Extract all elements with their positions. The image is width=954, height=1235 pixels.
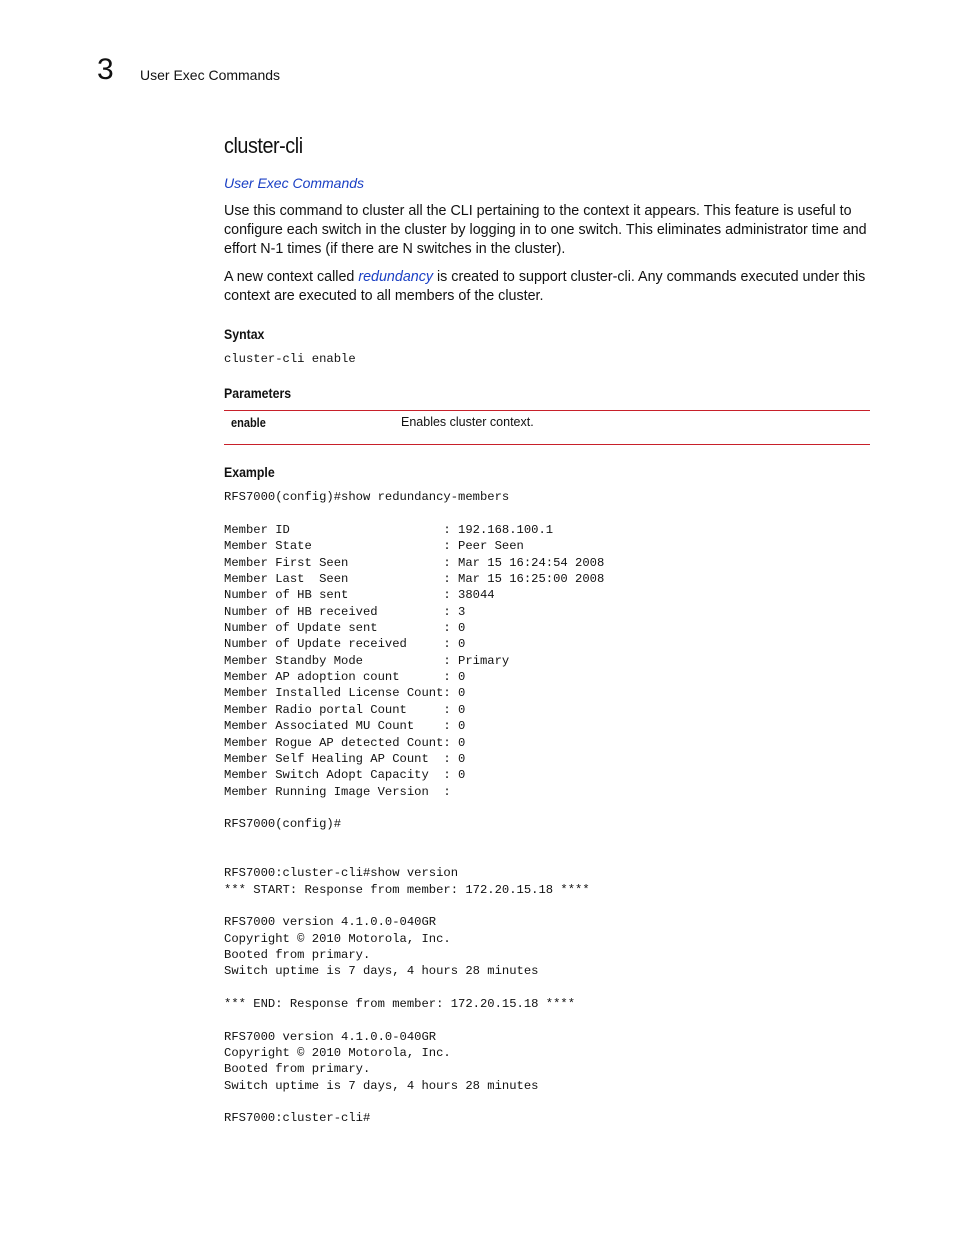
code-line: RFS7000(config)# (224, 817, 342, 832)
syntax-heading: Syntax (224, 326, 265, 342)
syntax-code: cluster-cli enable (224, 352, 356, 366)
parameter-name: enable (231, 416, 266, 431)
code-line: RFS7000(config)#show redundancy-members (224, 490, 510, 505)
code-line (224, 849, 870, 865)
code-line: Switch uptime is 7 days, 4 hours 28 minutes (224, 964, 539, 979)
code-line: Copyright © 2010 Motorola, Inc. (224, 931, 451, 946)
code-line: *** START: Response from member: 172.20.15.18 **** (224, 882, 590, 897)
parameter-description: Enables cluster context. (401, 415, 534, 430)
context-paragraph (224, 268, 870, 306)
example-heading: Example (224, 464, 275, 481)
description-paragraph: Use this command to cluster all the CLI pertaining to the context it appears. This feature is useful to configure each switch in the cluster by logging in to one switch. This eliminates administrator time and effort N-1 times (if there are N switches in the cluster). (224, 203, 867, 257)
parameter-name-cell (224, 411, 401, 445)
parameters-table (224, 410, 870, 445)
code-line: RFS7000:cluster-cli# (224, 1111, 371, 1126)
code-line: Switch uptime is 7 days, 4 hours 28 minutes (224, 1078, 539, 1093)
paragraph-text-start: A new context called (224, 269, 359, 285)
code-line (224, 833, 870, 849)
code-line: Booted from primary. (224, 947, 371, 962)
crossref-link[interactable]: User Exec Commands (224, 175, 365, 191)
chapter-number: 3 (97, 53, 114, 86)
code-line: Member ID : 192.168.100.1 (224, 523, 554, 538)
code-line: Copyright © 2010 Motorola, Inc. (224, 1046, 451, 1061)
redundancy-link[interactable]: redundancy (358, 269, 434, 285)
code-line: Number of HB sent : 38044 (224, 588, 495, 603)
code-line: Member State : Peer Seen (224, 539, 524, 554)
parameters-heading: Parameters (224, 385, 292, 402)
code-line: Member Switch Adopt Capacity : 0 (224, 768, 466, 783)
code-line: Member Installed License Count: 0 (224, 686, 466, 701)
code-line (224, 1094, 870, 1110)
code-line: Member Standby Mode : Primary (224, 653, 510, 668)
code-line (224, 800, 870, 816)
code-line: Member First Seen : Mar 15 16:24:54 2008 (224, 555, 605, 570)
code-line: Member Running Image Version : (224, 784, 451, 799)
chapter-title: User Exec Commands (140, 67, 281, 83)
page-title: cluster-cli (224, 133, 303, 158)
code-line: Number of Update sent : 0 (224, 621, 466, 636)
code-line (224, 980, 870, 996)
code-line: *** END: Response from member: 172.20.15.18 **** (224, 997, 576, 1011)
example-code-block (224, 489, 870, 1126)
code-line: Member AP adoption count : 0 (224, 670, 466, 685)
code-line (224, 1012, 870, 1028)
code-line: Number of Update received : 0 (224, 637, 466, 652)
code-line: Member Rogue AP detected Count: 0 (224, 735, 466, 750)
code-line: Booted from primary. (224, 1062, 371, 1077)
code-line: RFS7000 version 4.1.0.0-040GR (224, 1029, 437, 1044)
code-line: RFS7000 version 4.1.0.0-040GR (224, 915, 437, 930)
code-line (224, 898, 870, 914)
code-line: Member Self Healing AP Count : 0 (224, 751, 466, 766)
code-line (224, 506, 870, 522)
paragraph-text-end: is created to support cluster-cli. Any commands executed under this context are executed to all members of the cluster. (224, 269, 866, 304)
code-line: Member Radio portal Count : 0 (224, 702, 466, 717)
code-line: Member Last Seen : Mar 15 16:25:00 2008 (224, 572, 605, 587)
code-line: Number of HB received : 3 (224, 604, 466, 619)
table-row (224, 411, 870, 445)
code-line: Member Associated MU Count : 0 (224, 719, 466, 734)
code-line: RFS7000:cluster-cli#show version (224, 866, 459, 881)
main-content (224, 131, 870, 1127)
